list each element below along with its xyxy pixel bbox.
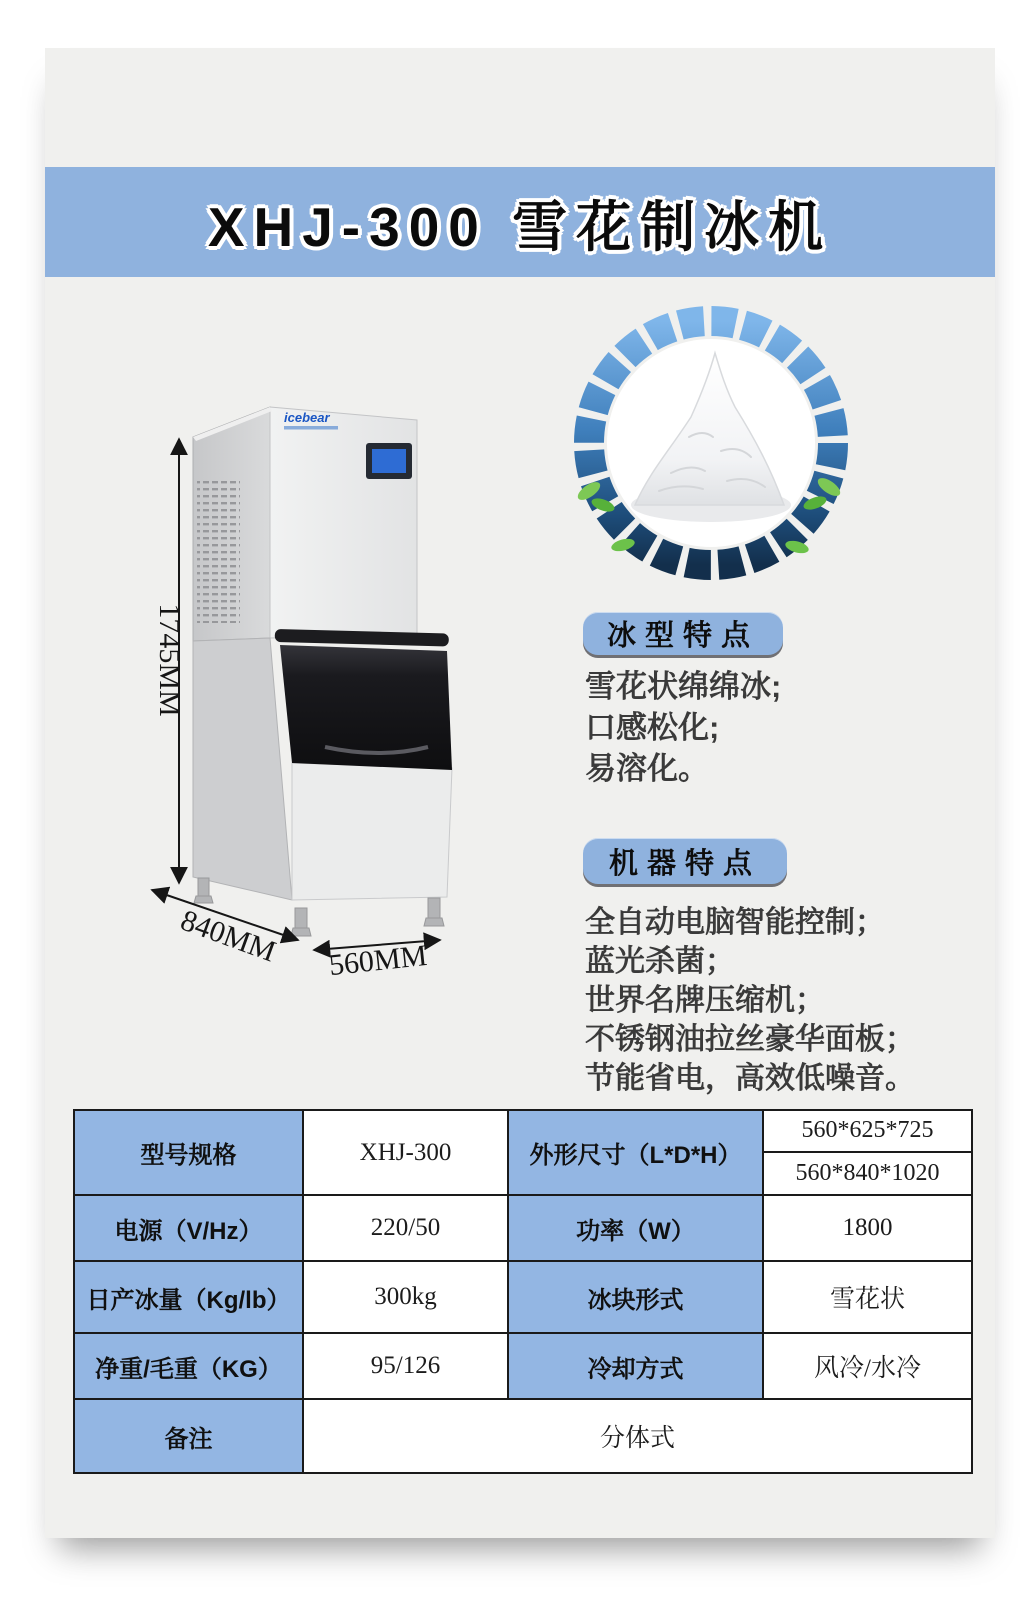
spec-value-wattage: 1800 [764, 1196, 971, 1260]
ice-feature-line: 易溶化。 [585, 751, 709, 786]
spec-value-ice-form: 雪花状 [764, 1262, 971, 1332]
machine-feature-line: 全自动电脑智能控制； [585, 906, 885, 939]
machine-feature-line: 节能省电，高效低噪音。 [585, 1062, 915, 1095]
spec-value-weight: 95/126 [304, 1334, 507, 1398]
machine-feature-line: 世界名牌压缩机； [585, 984, 825, 1017]
dimension-width-label: 560MM [327, 939, 429, 983]
machine-feature-line: 蓝光杀菌； [585, 945, 735, 978]
page-title: XHJ-300 雪花制冰机 [207, 195, 833, 258]
ice-features-title: 冰型特点 [606, 620, 759, 652]
spec-value-dimensions-bottom: 560*840*1020 [795, 1159, 940, 1186]
spec-header-cooling: 冷却方式 [509, 1334, 762, 1398]
spec-value-model: XHJ-300 [304, 1111, 507, 1194]
machine-bin [193, 629, 452, 936]
machine-features-heading [583, 838, 787, 884]
logo-subtext-line [284, 426, 338, 430]
product-sheet-card [45, 48, 995, 1538]
brand-logo: icebear [284, 410, 330, 425]
spec-value-cooling: 风冷/水冷 [764, 1334, 971, 1398]
spec-header-power-supply: 电源（V/Hz） [75, 1196, 302, 1260]
ice-feature-line: 口感松化; [585, 710, 720, 745]
spec-header-remarks: 备注 [75, 1400, 302, 1472]
spec-value-dimensions-top: 560*625*725 [764, 1111, 971, 1153]
ice-feature-line: 雪花状绵绵冰; [585, 669, 782, 704]
spec-value-power-supply: 220/50 [304, 1196, 507, 1260]
ice-machine-product-image [140, 395, 480, 995]
spec-table [73, 1109, 973, 1474]
dimension-height-label: 1745MM [153, 603, 186, 717]
spec-header-daily-output: 日产冰量（Kg/lb） [75, 1262, 302, 1332]
spec-header-ice-form: 冰块形式 [509, 1262, 762, 1332]
machine-features-list [585, 903, 915, 1098]
spec-value-daily-output: 300kg [304, 1262, 507, 1332]
title-banner [45, 167, 995, 277]
snow-ice-badge-image [566, 298, 856, 588]
machine-features-title: 机器特点 [608, 847, 761, 880]
machine-cabinet [193, 407, 417, 641]
spec-header-weight: 净重/毛重（KG） [75, 1334, 302, 1398]
control-screen [366, 443, 412, 479]
ice-features-list [585, 666, 781, 789]
machine-feature-line: 不锈钢油拉丝豪华面板； [585, 1023, 915, 1056]
spec-value-dimensions [764, 1111, 971, 1194]
vent-grille [197, 478, 240, 623]
spec-header-wattage: 功率（W） [509, 1196, 762, 1260]
spec-header-dimensions: 外形尺寸（L*D*H） [509, 1111, 762, 1194]
dimension-depth-label: 840MM [176, 903, 281, 969]
spec-value-remarks: 分体式 [304, 1400, 971, 1472]
spec-header-model: 型号规格 [75, 1111, 302, 1194]
door-hinge-bar [275, 629, 449, 647]
ice-features-heading [583, 612, 783, 655]
